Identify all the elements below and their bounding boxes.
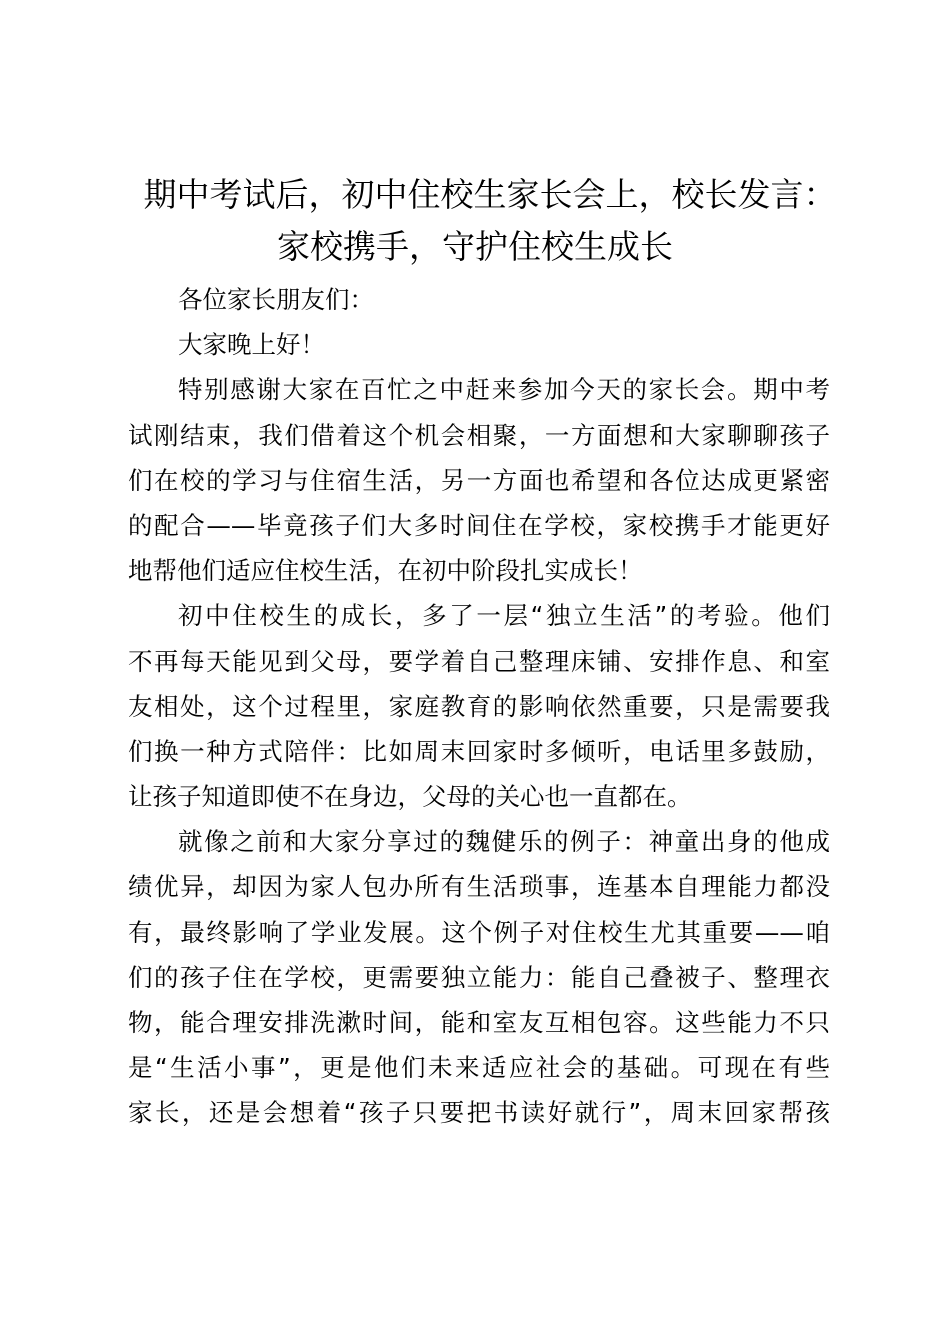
paragraph-line: 们的孩子住在学校，更需要独立能力：能自己叠被子、整理衣 [128, 962, 830, 992]
paragraph-line: 就像之前和大家分享过的魏健乐的例子：神童出身的他成 [178, 827, 830, 857]
paragraph-line: 地帮他们适应住校生活，在初中阶段扎实成长！ [128, 556, 643, 586]
paragraph-line: 绩优异，却因为家人包办所有生活琐事，连基本自理能力都没 [128, 872, 830, 902]
paragraph-line: 物，能合理安排洗漱时间，能和室友互相包容。这些能力不只 [128, 1008, 830, 1037]
paragraph-line: 让孩子知道即使不在身边，父母的关心也一直都在。 [128, 782, 692, 812]
document-title-line-2: 家校携手，守护住校生成长 [277, 227, 673, 266]
document-body [128, 277, 830, 1136]
paragraph-line: 的配合——毕竟孩子们大多时间住在学校，家校携手才能更好 [128, 510, 830, 540]
paragraph-line: 特别感谢大家在百忙之中赶来参加今天的家长会。期中考 [178, 375, 830, 405]
paragraph-line: 们在校的学习与住宿生活，另一方面也希望和各位达成更紧密 [128, 465, 830, 495]
paragraph-line: 友相处，这个过程里，家庭教育的影响依然重要，只是需要我 [128, 691, 830, 721]
paragraph-line: 初中住校生的成长，多了一层“独立生活”的考验。他们 [178, 601, 830, 631]
paragraph-line: 家长，还是会想着“孩子只要把书读好就行”，周末回家帮孩 [128, 1098, 830, 1128]
paragraph-line: 各位家长朋友们： [178, 285, 374, 314]
paragraph-line: 是“生活小事”，更是他们未来适应社会的基础。可现在有些 [128, 1053, 830, 1083]
paragraph-line: 有，最终影响了学业发展。这个例子对住校生尤其重要——咱 [128, 917, 830, 947]
paragraph-line: 大家晚上好！ [178, 330, 325, 360]
paragraph-line: 不再每天能见到父母，要学着自己整理床铺、安排作息、和室 [128, 646, 830, 676]
paragraph-line: 试刚结束，我们借着这个机会相聚，一方面想和大家聊聊孩子 [128, 420, 830, 450]
document-title-line-1: 期中考试后，初中住校生家长会上，校长发言： [143, 175, 837, 214]
paragraph-line: 们换一种方式陪伴：比如周末回家时多倾听，电话里多鼓励， [128, 736, 830, 766]
